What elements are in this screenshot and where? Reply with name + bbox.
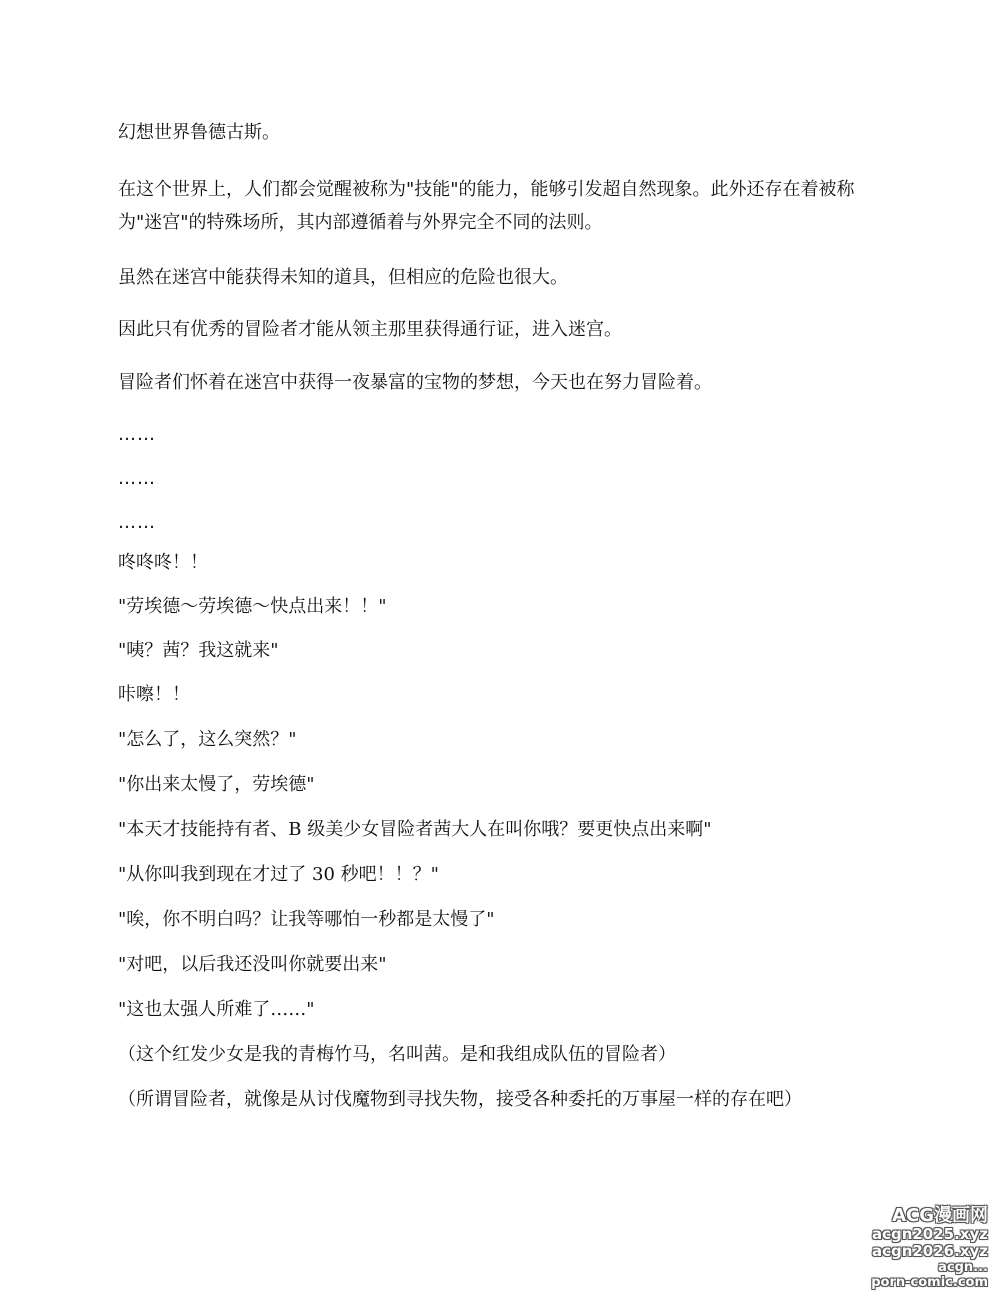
dialogue-line: "你出来太慢了，劳埃德" <box>118 774 315 795</box>
watermark-line: acgn2025.xyz <box>871 1225 988 1243</box>
watermark-line: porn-comic.com <box>871 1275 988 1290</box>
dialogue-line: "唉，你不明白吗？让我等哪怕一秒都是太慢了" <box>118 909 495 930</box>
sound-door: 咔嚓！！ <box>118 684 190 705</box>
ellipsis-line-3: …… <box>118 512 156 533</box>
dialogue-line: "这也太强人所难了……" <box>118 999 315 1020</box>
ellipsis-line-1: …… <box>118 424 156 445</box>
sound-knock: 咚咚咚！！ <box>118 552 208 573</box>
narration-line: （所谓冒险者，就像是从讨伐魔物到寻找失物，接受各种委托的万事屋一样的存在吧） <box>118 1089 802 1110</box>
dialogue-line: "从你叫我到现在才过了 30 秒吧！！？" <box>118 864 439 885</box>
dialogue-line: "本天才技能持有者、B 级美少女冒险者茜大人在叫你哦？要更快点出来啊" <box>118 819 712 840</box>
paragraph-adventurer-pass: 因此只有优秀的冒险者才能从领主那里获得通行证，进入迷宫。 <box>118 319 622 340</box>
paragraph-intro: 幻想世界鲁德古斯。 <box>118 122 280 143</box>
dialogue-line: "怎么了，这么突然？" <box>118 729 297 750</box>
dialogue-line: "咦？茜？我这就来" <box>118 640 279 661</box>
paragraph-world-description: 在这个世界上，人们都会觉醒被称为"技能"的能力，能够引发超自然现象。此外还存在着被称为"迷宫"的特殊场所，其内部遵循着与外界完全不同的法则。 <box>118 179 855 233</box>
dialogue-line: "对吧，以后我还没叫你就要出来" <box>118 954 387 975</box>
watermark-line: ACG漫画网 <box>892 1205 988 1226</box>
ellipsis-line-2: …… <box>118 468 156 489</box>
dialogue-line: "劳埃德～劳埃德～快点出来！！" <box>118 596 387 617</box>
paragraph-adventurer-dream: 冒险者们怀着在迷宫中获得一夜暴富的宝物的梦想，今天也在努力冒险着。 <box>118 372 712 393</box>
paragraph-dungeon-danger: 虽然在迷宫中能获得未知的道具，但相应的危险也很大。 <box>118 267 568 288</box>
narration-line: （这个红发少女是我的青梅竹马，名叫茜。是和我组成队伍的冒险者） <box>118 1044 676 1065</box>
watermark-line: acgn2026.xyz <box>871 1242 988 1260</box>
site-watermark <box>852 1206 992 1290</box>
watermark-line: acgn... <box>938 1260 988 1275</box>
